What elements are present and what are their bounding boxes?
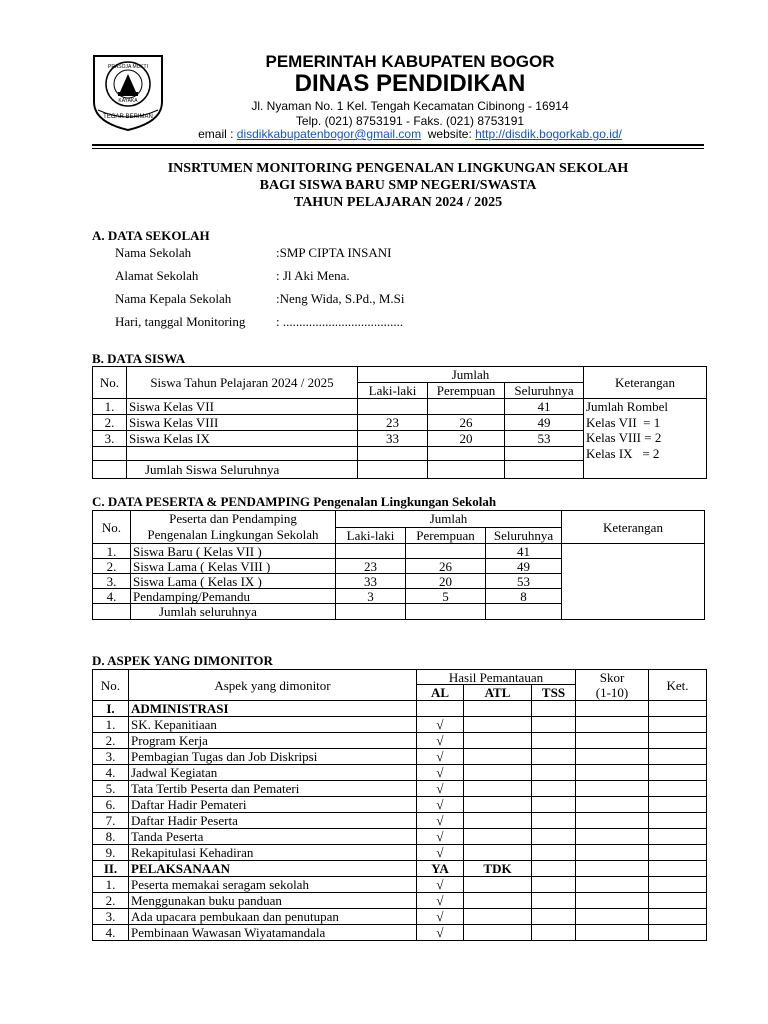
- c-row-perempuan: 20: [406, 574, 486, 589]
- table-row: [93, 813, 707, 829]
- d-atl-cell: [464, 829, 532, 845]
- table-row: [93, 893, 707, 909]
- d-row-no: 2.: [93, 893, 129, 909]
- d-tss-cell: [532, 829, 576, 845]
- check-mark-icon: √: [417, 781, 464, 797]
- d-row-item: Daftar Hadir Pemateri: [129, 797, 417, 813]
- d-row-item: Peserta memakai seragam sekolah: [129, 877, 417, 893]
- phone: Telp. (021) 8753191 - Faks. (021) 8753191: [295, 114, 525, 128]
- d-skor-cell: [576, 893, 649, 909]
- b-row-no: 3.: [93, 431, 127, 447]
- d-skor-cell: [576, 797, 649, 813]
- d-row-no: 9.: [93, 845, 129, 861]
- rombel-viii: Kelas VIII = 2: [586, 430, 662, 445]
- b-row-seluruhnya: 49: [505, 415, 584, 431]
- c-row-name: Pendamping/Pemandu: [131, 589, 336, 604]
- d-atl-cell: [464, 701, 532, 717]
- table-group-row: [93, 701, 707, 717]
- c-row-perempuan: 5: [406, 589, 486, 604]
- c-row-no: 2.: [93, 559, 131, 574]
- b-header-laki: Laki-laki: [358, 383, 428, 399]
- d-atl-cell: [464, 781, 532, 797]
- d-group-title: PELAKSANAAN: [129, 861, 417, 877]
- d-skor-cell: [576, 813, 649, 829]
- d-header-ya: YA: [417, 861, 464, 877]
- c-header-peserta-2: Pengenalan Lingkungan Sekolah: [147, 527, 319, 542]
- d-atl-cell: [464, 765, 532, 781]
- d-ket-cell: [649, 749, 707, 765]
- d-row-item: Pembinaan Wawasan Wiyatamandala: [129, 925, 417, 941]
- d-skor-cell: [576, 861, 649, 877]
- b-header-seluruhnya: Seluruhnya: [505, 383, 584, 399]
- b-row-no: 2.: [93, 415, 127, 431]
- rombel-vii: Kelas VII = 1: [586, 414, 661, 430]
- d-row-item: Jadwal Kegiatan: [129, 765, 417, 781]
- d-ket-cell: [649, 909, 707, 925]
- d-row-item: Rekapitulasi Kehadiran: [129, 845, 417, 861]
- c-row-laki: 33: [336, 574, 406, 589]
- email-link[interactable]: disdikkabupatenbogor@gmail.com: [236, 127, 422, 141]
- b-row-seluruhnya: 41: [505, 399, 584, 415]
- d-group-title: ADMINISTRASI: [129, 701, 417, 717]
- doc-title-1: INSRTUMEN MONITORING PENGENALAN LINGKUNGAN SEKOLAH: [167, 161, 629, 176]
- address: Jl. Nyaman No. 1 Kel. Tengah Kecamatan Cibinong - 16914: [251, 99, 569, 113]
- d-tss-cell: [532, 925, 576, 941]
- c-total-label: Jumlah seluruhnya: [131, 604, 336, 620]
- letterhead-divider: [92, 144, 704, 146]
- table-row: [93, 749, 707, 765]
- rombel-title: Jumlah Rombel: [586, 399, 668, 414]
- svg-text:TEGAR BERIMAN: TEGAR BERIMAN: [103, 114, 153, 120]
- d-tss-cell: [532, 893, 576, 909]
- table-group-row: [93, 861, 707, 877]
- school-name-value: :SMP CIPTA INSANI: [276, 245, 392, 260]
- section-c-heading: C. DATA PESERTA & PENDAMPING Pengenalan Lingkungan Sekolah: [92, 494, 497, 509]
- section-b-heading: B. DATA SISWA: [92, 351, 186, 366]
- monitoring-aspect-table: [92, 669, 707, 941]
- d-ket-cell: [649, 781, 707, 797]
- check-mark-icon: √: [417, 829, 464, 845]
- c-keterangan: [562, 544, 705, 620]
- b-row-perempuan: 26: [428, 415, 505, 431]
- c-row-name: Siswa Lama ( Kelas VIII ): [131, 559, 336, 574]
- d-tss-cell: [532, 701, 576, 717]
- d-skor-cell: [576, 701, 649, 717]
- table-row: [93, 781, 707, 797]
- b-row-name: Siswa Kelas IX: [127, 431, 358, 447]
- d-row-no: 1.: [93, 717, 129, 733]
- d-atl-cell: [464, 733, 532, 749]
- d-tss-cell: [532, 765, 576, 781]
- d-atl-cell: [464, 717, 532, 733]
- d-header-al: AL: [417, 685, 464, 701]
- school-name-label: Nama Sekolah: [115, 245, 192, 260]
- d-atl-cell: [464, 749, 532, 765]
- d-skor-cell: [576, 781, 649, 797]
- d-skor-cell: [576, 765, 649, 781]
- d-skor-cell: [576, 829, 649, 845]
- d-ket-cell: [649, 733, 707, 749]
- c-row-perempuan: 26: [406, 559, 486, 574]
- c-row-laki: 23: [336, 559, 406, 574]
- d-row-no: 3.: [93, 749, 129, 765]
- svg-text:KAYAKA: KAYAKA: [118, 98, 138, 104]
- table-row: [93, 877, 707, 893]
- d-tss-cell: [532, 909, 576, 925]
- d-ket-cell: [649, 797, 707, 813]
- rombel-ix: Kelas IX = 2: [586, 445, 660, 461]
- b-header-ket: Keterangan: [584, 367, 707, 399]
- table-row: [93, 544, 705, 559]
- d-row-no: 8.: [93, 829, 129, 845]
- check-mark-icon: √: [417, 893, 464, 909]
- table-row: [93, 909, 707, 925]
- d-header-skor-2: (1-10): [595, 685, 629, 700]
- d-row-item: Ada upacara pembukaan dan penutupan: [129, 909, 417, 925]
- b-header-jumlah: Jumlah: [358, 367, 584, 383]
- d-skor-cell: [576, 749, 649, 765]
- d-ket-cell: [649, 877, 707, 893]
- c-row-name: Siswa Baru ( Kelas VII ): [131, 544, 336, 559]
- d-ket-cell: [649, 893, 707, 909]
- d-header-no: No.: [93, 670, 129, 701]
- d-skor-cell: [576, 733, 649, 749]
- check-mark-icon: √: [417, 909, 464, 925]
- check-mark-icon: √: [417, 813, 464, 829]
- c-row-seluruhnya: 49: [486, 559, 562, 574]
- table-row: [93, 765, 707, 781]
- d-header-tdk: TDK: [464, 861, 532, 877]
- d-atl-cell: [464, 845, 532, 861]
- principal-label: Nama Kepala Sekolah: [115, 291, 232, 306]
- d-row-item: SK. Kepanitiaan: [129, 717, 417, 733]
- d-row-item: Program Kerja: [129, 733, 417, 749]
- c-row-seluruhnya: 53: [486, 574, 562, 589]
- table-row: [93, 925, 707, 941]
- d-row-no: 6.: [93, 797, 129, 813]
- d-group-no: I.: [93, 701, 129, 717]
- b-header-siswa: Siswa Tahun Pelajaran 2024 / 2025: [127, 367, 358, 399]
- table-row: [93, 399, 707, 415]
- d-row-no: 2.: [93, 733, 129, 749]
- d-row-item: Menggunakan buku panduan: [129, 893, 417, 909]
- c-header-ket: Keterangan: [562, 511, 705, 544]
- b-row-perempuan: [428, 399, 505, 415]
- c-header-jumlah: Jumlah: [336, 511, 562, 528]
- section-d-heading: D. ASPEK YANG DIMONITOR: [92, 653, 273, 668]
- principal-value: :Neng Wida, S.Pd., M.Si: [276, 291, 405, 306]
- b-total-label: Jumlah Siswa Seluruhnya: [127, 461, 358, 479]
- table-row: [93, 845, 707, 861]
- b-keterangan: [584, 399, 707, 479]
- website-link[interactable]: http://disdik.bogorkab.go.id/: [475, 127, 622, 141]
- d-header-hasil: Hasil Pemantauan: [417, 670, 576, 685]
- d-tss-cell: [532, 845, 576, 861]
- table-row: [93, 797, 707, 813]
- d-ket-cell: [649, 765, 707, 781]
- d-row-no: 3.: [93, 909, 129, 925]
- d-ket-cell: [649, 829, 707, 845]
- svg-text:PRASOJA MUKTI: PRASOJA MUKTI: [107, 64, 149, 70]
- d-ket-cell: [649, 845, 707, 861]
- d-row-no: 1.: [93, 877, 129, 893]
- d-atl-cell: [464, 813, 532, 829]
- d-row-item: Tanda Peserta: [129, 829, 417, 845]
- c-row-no: 3.: [93, 574, 131, 589]
- d-ket-cell: [649, 861, 707, 877]
- d-al-cell: [417, 701, 464, 717]
- d-atl-cell: [464, 893, 532, 909]
- participant-data-table: [92, 510, 705, 620]
- d-tss-cell: [532, 797, 576, 813]
- b-row-perempuan: 20: [428, 431, 505, 447]
- d-row-item: Daftar Hadir Peserta: [129, 813, 417, 829]
- d-tss-cell: [532, 733, 576, 749]
- b-row-name: Siswa Kelas VII: [127, 399, 358, 415]
- d-skor-cell: [576, 925, 649, 941]
- d-atl-cell: [464, 909, 532, 925]
- b-row-no: 1.: [93, 399, 127, 415]
- b-row-laki: 23: [358, 415, 428, 431]
- table-row: [93, 717, 707, 733]
- website-label: website:: [421, 127, 476, 141]
- letterhead-divider-thin: [92, 148, 704, 149]
- d-skor-cell: [576, 845, 649, 861]
- table-row: [93, 829, 707, 845]
- letterhead-logo: [90, 52, 166, 132]
- c-header-no: No.: [93, 511, 131, 544]
- d-row-item: Pembagian Tugas dan Job Diskripsi: [129, 749, 417, 765]
- d-row-item: Tata Tertib Peserta dan Pemateri: [129, 781, 417, 797]
- c-row-seluruhnya: 41: [486, 544, 562, 559]
- check-mark-icon: √: [417, 797, 464, 813]
- student-data-table: [92, 366, 707, 479]
- c-header-perempuan: Perempuan: [406, 527, 486, 544]
- d-row-no: 4.: [93, 765, 129, 781]
- d-row-no: 7.: [93, 813, 129, 829]
- gov-name: PEMERINTAH KABUPATEN BOGOR: [265, 52, 555, 71]
- c-header-peserta: [131, 511, 336, 544]
- d-tss-cell: [532, 877, 576, 893]
- monitoring-date-value: : .....................................: [276, 314, 404, 329]
- d-ket-cell: [649, 925, 707, 941]
- email-label: email :: [198, 127, 237, 141]
- d-header-skor: [576, 670, 649, 701]
- d-ket-cell: [649, 717, 707, 733]
- d-atl-cell: [464, 925, 532, 941]
- check-mark-icon: √: [417, 717, 464, 733]
- d-tss-cell: [532, 749, 576, 765]
- check-mark-icon: √: [417, 845, 464, 861]
- school-address-value: : Jl Aki Mena.: [276, 268, 350, 283]
- check-mark-icon: √: [417, 749, 464, 765]
- c-row-no: 4.: [93, 589, 131, 604]
- c-row-seluruhnya: 8: [486, 589, 562, 604]
- c-row-laki: 3: [336, 589, 406, 604]
- c-row-name: Siswa Lama ( Kelas IX ): [131, 574, 336, 589]
- d-row-no: 5.: [93, 781, 129, 797]
- check-mark-icon: √: [417, 765, 464, 781]
- regency-crest-icon: [90, 52, 166, 132]
- d-tss-cell: [532, 813, 576, 829]
- d-skor-cell: [576, 909, 649, 925]
- d-tss-cell: [532, 861, 576, 877]
- c-row-laki: [336, 544, 406, 559]
- b-row-name: Siswa Kelas VIII: [127, 415, 358, 431]
- doc-title-2: BAGI SISWA BARU SMP NEGERI/SWASTA: [259, 178, 537, 193]
- d-skor-cell: [576, 877, 649, 893]
- d-tss-cell: [532, 781, 576, 797]
- d-header-ket: Ket.: [649, 670, 707, 701]
- section-a-heading: A. DATA SEKOLAH: [92, 228, 210, 243]
- monitoring-date-label: Hari, tanggal Monitoring: [115, 314, 246, 329]
- c-row-perempuan: [406, 544, 486, 559]
- table-row: [93, 733, 707, 749]
- d-atl-cell: [464, 877, 532, 893]
- d-atl-cell: [464, 797, 532, 813]
- c-header-peserta-1: Peserta dan Pendamping: [169, 511, 297, 526]
- check-mark-icon: √: [417, 925, 464, 941]
- d-header-atl: ATL: [464, 685, 532, 701]
- d-header-aspek: Aspek yang dimonitor: [129, 670, 417, 701]
- dept-name: DINAS PENDIDIKAN: [294, 70, 526, 97]
- school-address-label: Alamat Sekolah: [115, 268, 199, 283]
- d-ket-cell: [649, 701, 707, 717]
- d-group-no: II.: [93, 861, 129, 877]
- d-header-skor-1: Skor: [599, 670, 625, 685]
- b-row-laki: [358, 399, 428, 415]
- b-row-seluruhnya: 53: [505, 431, 584, 447]
- d-skor-cell: [576, 717, 649, 733]
- b-header-perempuan: Perempuan: [428, 383, 505, 399]
- c-header-laki: Laki-laki: [336, 527, 406, 544]
- d-header-tss: TSS: [532, 685, 576, 701]
- doc-title-3: TAHUN PELAJARAN 2024 / 2025: [293, 195, 503, 210]
- d-tss-cell: [532, 717, 576, 733]
- d-ket-cell: [649, 813, 707, 829]
- c-header-seluruhnya: Seluruhnya: [486, 527, 562, 544]
- check-mark-icon: √: [417, 877, 464, 893]
- b-header-no: No.: [93, 367, 127, 399]
- check-mark-icon: √: [417, 733, 464, 749]
- d-row-no: 4.: [93, 925, 129, 941]
- contact-line: [100, 127, 720, 141]
- c-row-no: 1.: [93, 544, 131, 559]
- b-row-laki: 33: [358, 431, 428, 447]
